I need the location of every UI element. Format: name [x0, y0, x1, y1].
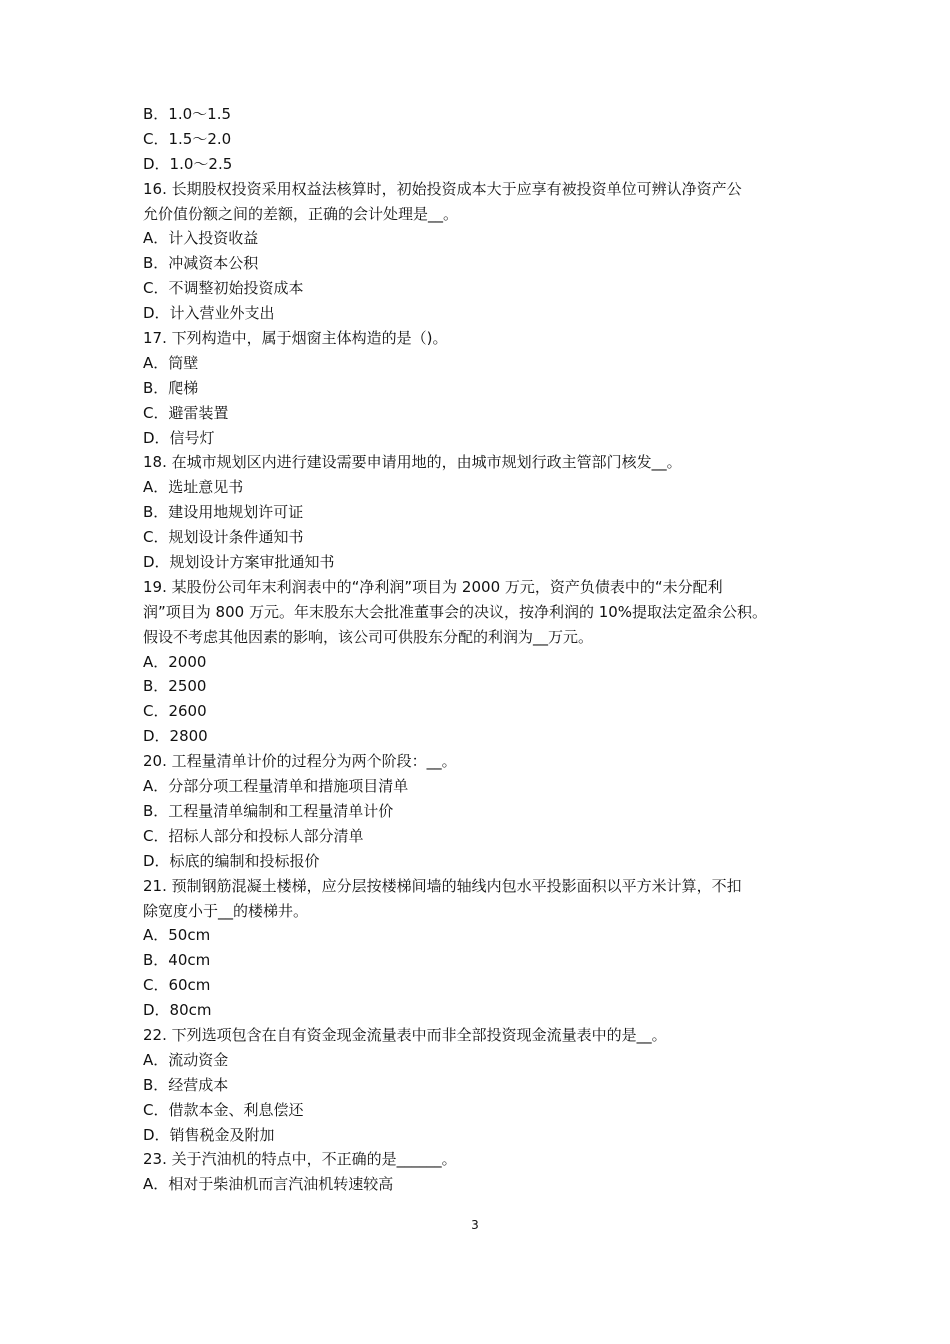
text-line: C．60cm: [143, 976, 211, 995]
text-line: A．筒壁: [143, 353, 199, 372]
document-body: [143, 102, 815, 1197]
text-line: 22. 下列选项包含在自有资金现金流量表中而非全部投资现金流量表中的是__。: [143, 1025, 667, 1044]
text-line: A．选址意见书: [143, 478, 244, 497]
text-line: D．1.0～2.5: [143, 154, 233, 173]
text-line: 假设不考虑其他因素的影响，该公司可供股东分配的利润为__万元。: [143, 627, 594, 646]
text-line: 21. 预制钢筋混凝土楼梯，应分层按楼梯间墙的轴线内包水平投影面积以平方米计算，不扣: [143, 876, 742, 895]
text-line: C．1.5～2.0: [143, 129, 232, 148]
text-line: C．不调整初始投资成本: [143, 279, 304, 298]
text-line: B．2500: [143, 677, 207, 696]
text-line: 润”项目为 800 万元。年末股东大会批准董事会的决议，按净利润的 10%提取法定盈余公积。: [143, 602, 768, 621]
text-line: D．80cm: [143, 1001, 212, 1020]
text-line: 16. 长期股权投资采用权益法核算时，初始投资成本大于应享有被投资单位可辨认净资产公: [143, 179, 742, 198]
text-line: D．信号灯: [143, 428, 215, 447]
text-line: 20. 工程量清单计价的过程分为两个阶段：__。: [143, 752, 457, 771]
text-line: A．计入投资收益: [143, 229, 259, 248]
text-line: C．借款本金、利息偿还: [143, 1100, 304, 1119]
text-line: C．避雷装置: [143, 403, 229, 422]
text-line: 17. 下列构造中，属于烟窗主体构造的是（)。: [143, 329, 448, 348]
text-line: 18. 在城市规划区内进行建设需要申请用地的，由城市规划行政主管部门核发__。: [143, 453, 682, 472]
text-line: B．爬梯: [143, 378, 199, 397]
text-line: C．2600: [143, 702, 207, 721]
text-line: A．流动资金: [143, 1050, 229, 1069]
text-line: D．销售税金及附加: [143, 1125, 275, 1144]
text-line: A．2000: [143, 652, 207, 671]
text-line: D．2800: [143, 727, 208, 746]
text-line: A．50cm: [143, 926, 211, 945]
text-line: B．建设用地规划许可证: [143, 503, 304, 522]
text-line: 23. 关于汽油机的特点中，不正确的是______。: [143, 1150, 457, 1169]
text-line: C．规划设计条件通知书: [143, 528, 304, 547]
text-line: D．标底的编制和投标报价: [143, 851, 320, 870]
text-line: B．40cm: [143, 951, 211, 970]
text-line: 允价值份额之间的差额，正确的会计处理是__。: [143, 204, 459, 223]
text-line: B．1.0～1.5: [143, 105, 232, 123]
text-line: B．冲减资本公积: [143, 254, 259, 273]
text-line: 19. 某股份公司年末利润表中的“净利润”项目为 2000 万元，资产负债表中的“未分配利: [143, 577, 723, 596]
text-line: B．经营成本: [143, 1075, 229, 1094]
text-line: A．分部分项工程量清单和措施项目清单: [143, 777, 409, 796]
text-line: C．招标人部分和投标人部分清单: [143, 826, 364, 845]
text-line: D．计入营业外支出: [143, 304, 275, 323]
text-line: B．工程量清单编制和工程量清单计价: [143, 801, 394, 820]
text-line: 除宽度小于__的楼梯井。: [143, 901, 309, 920]
text-line: D．规划设计方案审批通知书: [143, 553, 335, 572]
page-number: 3: [471, 1218, 479, 1232]
text-line: A．相对于柴油机而言汽油机转速较高: [143, 1175, 394, 1194]
